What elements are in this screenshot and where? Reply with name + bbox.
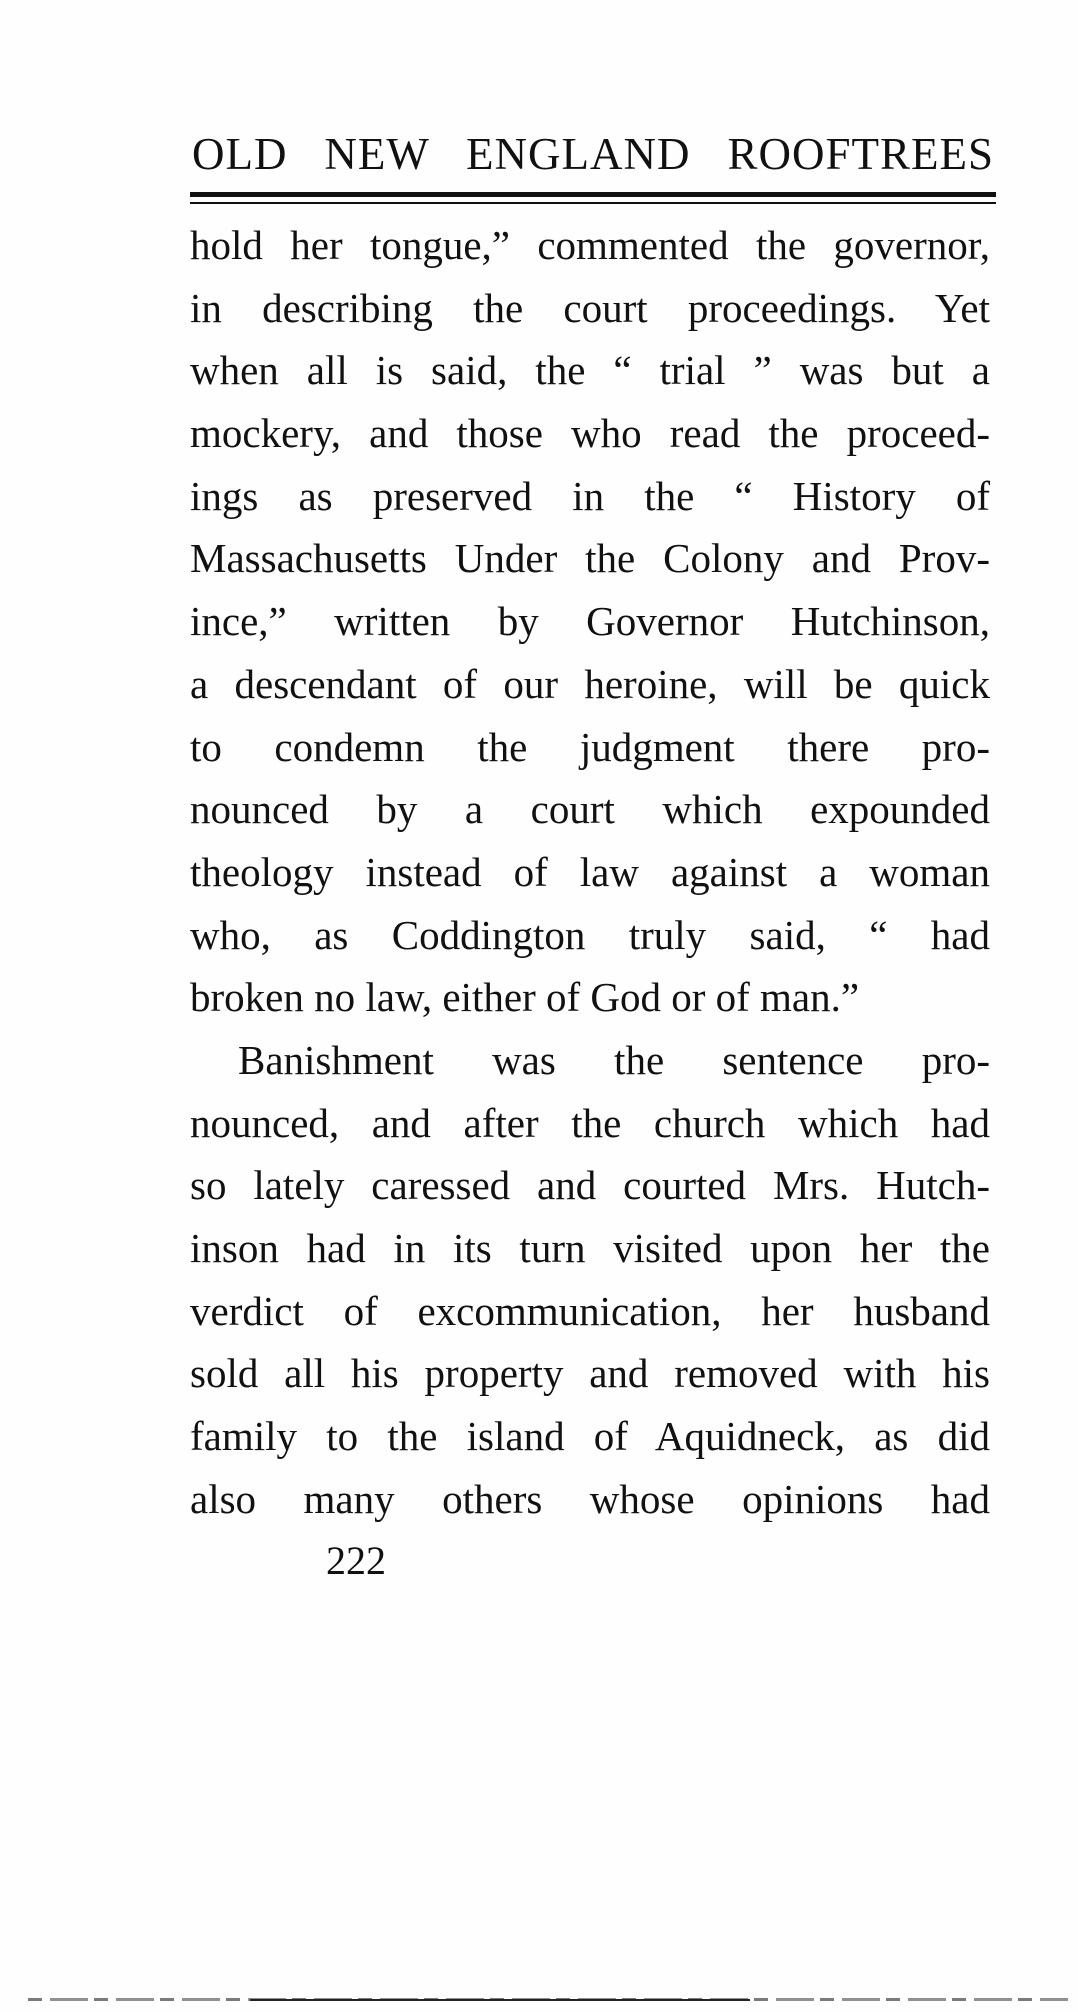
text-line: when all is said, the “ trial ” was but a	[190, 347, 990, 394]
text-line: to condemn the judgment there pro-	[190, 723, 990, 770]
text-line: ings as preserved in the “ History of	[190, 472, 990, 519]
text-line: ince,” written by Governor Hutchinson,	[190, 598, 990, 645]
text-line: theology instead of law against a woman	[190, 848, 990, 895]
scan-edge-shadow	[250, 1999, 750, 2001]
page-number: 222	[326, 1538, 386, 1583]
text-line: nounced, and after the church which had	[190, 1099, 990, 1146]
text-line: a descendant of our heroine, will be quick	[190, 660, 990, 707]
text-line: in describing the court proceedings. Yet	[190, 284, 990, 331]
text-line: Banishment was the sentence pro-	[238, 1036, 990, 1083]
text-line: also many others whose opinions had	[190, 1475, 990, 1522]
text-line: so lately caressed and courted Mrs. Hutch-	[190, 1162, 990, 1209]
header-rule-thick	[190, 192, 996, 197]
text-line: broken no law, either of God or of man.”	[190, 974, 860, 1021]
text-line: mockery, and those who read the proceed-	[190, 410, 990, 457]
text-line: hold her tongue,” commented the governor,	[190, 222, 990, 268]
text-line: inson had in its turn visited upon her the	[190, 1225, 990, 1271]
text-line: Massachusetts Under the Colony and Prov-	[190, 535, 990, 582]
text-line: family to the island of Aquidneck, as did	[190, 1413, 990, 1460]
running-head: OLD NEW ENGLAND ROOFTREES	[192, 129, 994, 179]
text-line: verdict of excommunication, her husband	[190, 1287, 990, 1334]
text-line: sold all his property and removed with his	[190, 1350, 990, 1397]
header-rule-thin	[190, 202, 996, 204]
text-line: nounced by a court which expounded	[190, 786, 990, 833]
text-line: who, as Coddington truly said, “ had	[190, 911, 990, 958]
body-text	[190, 214, 990, 1530]
